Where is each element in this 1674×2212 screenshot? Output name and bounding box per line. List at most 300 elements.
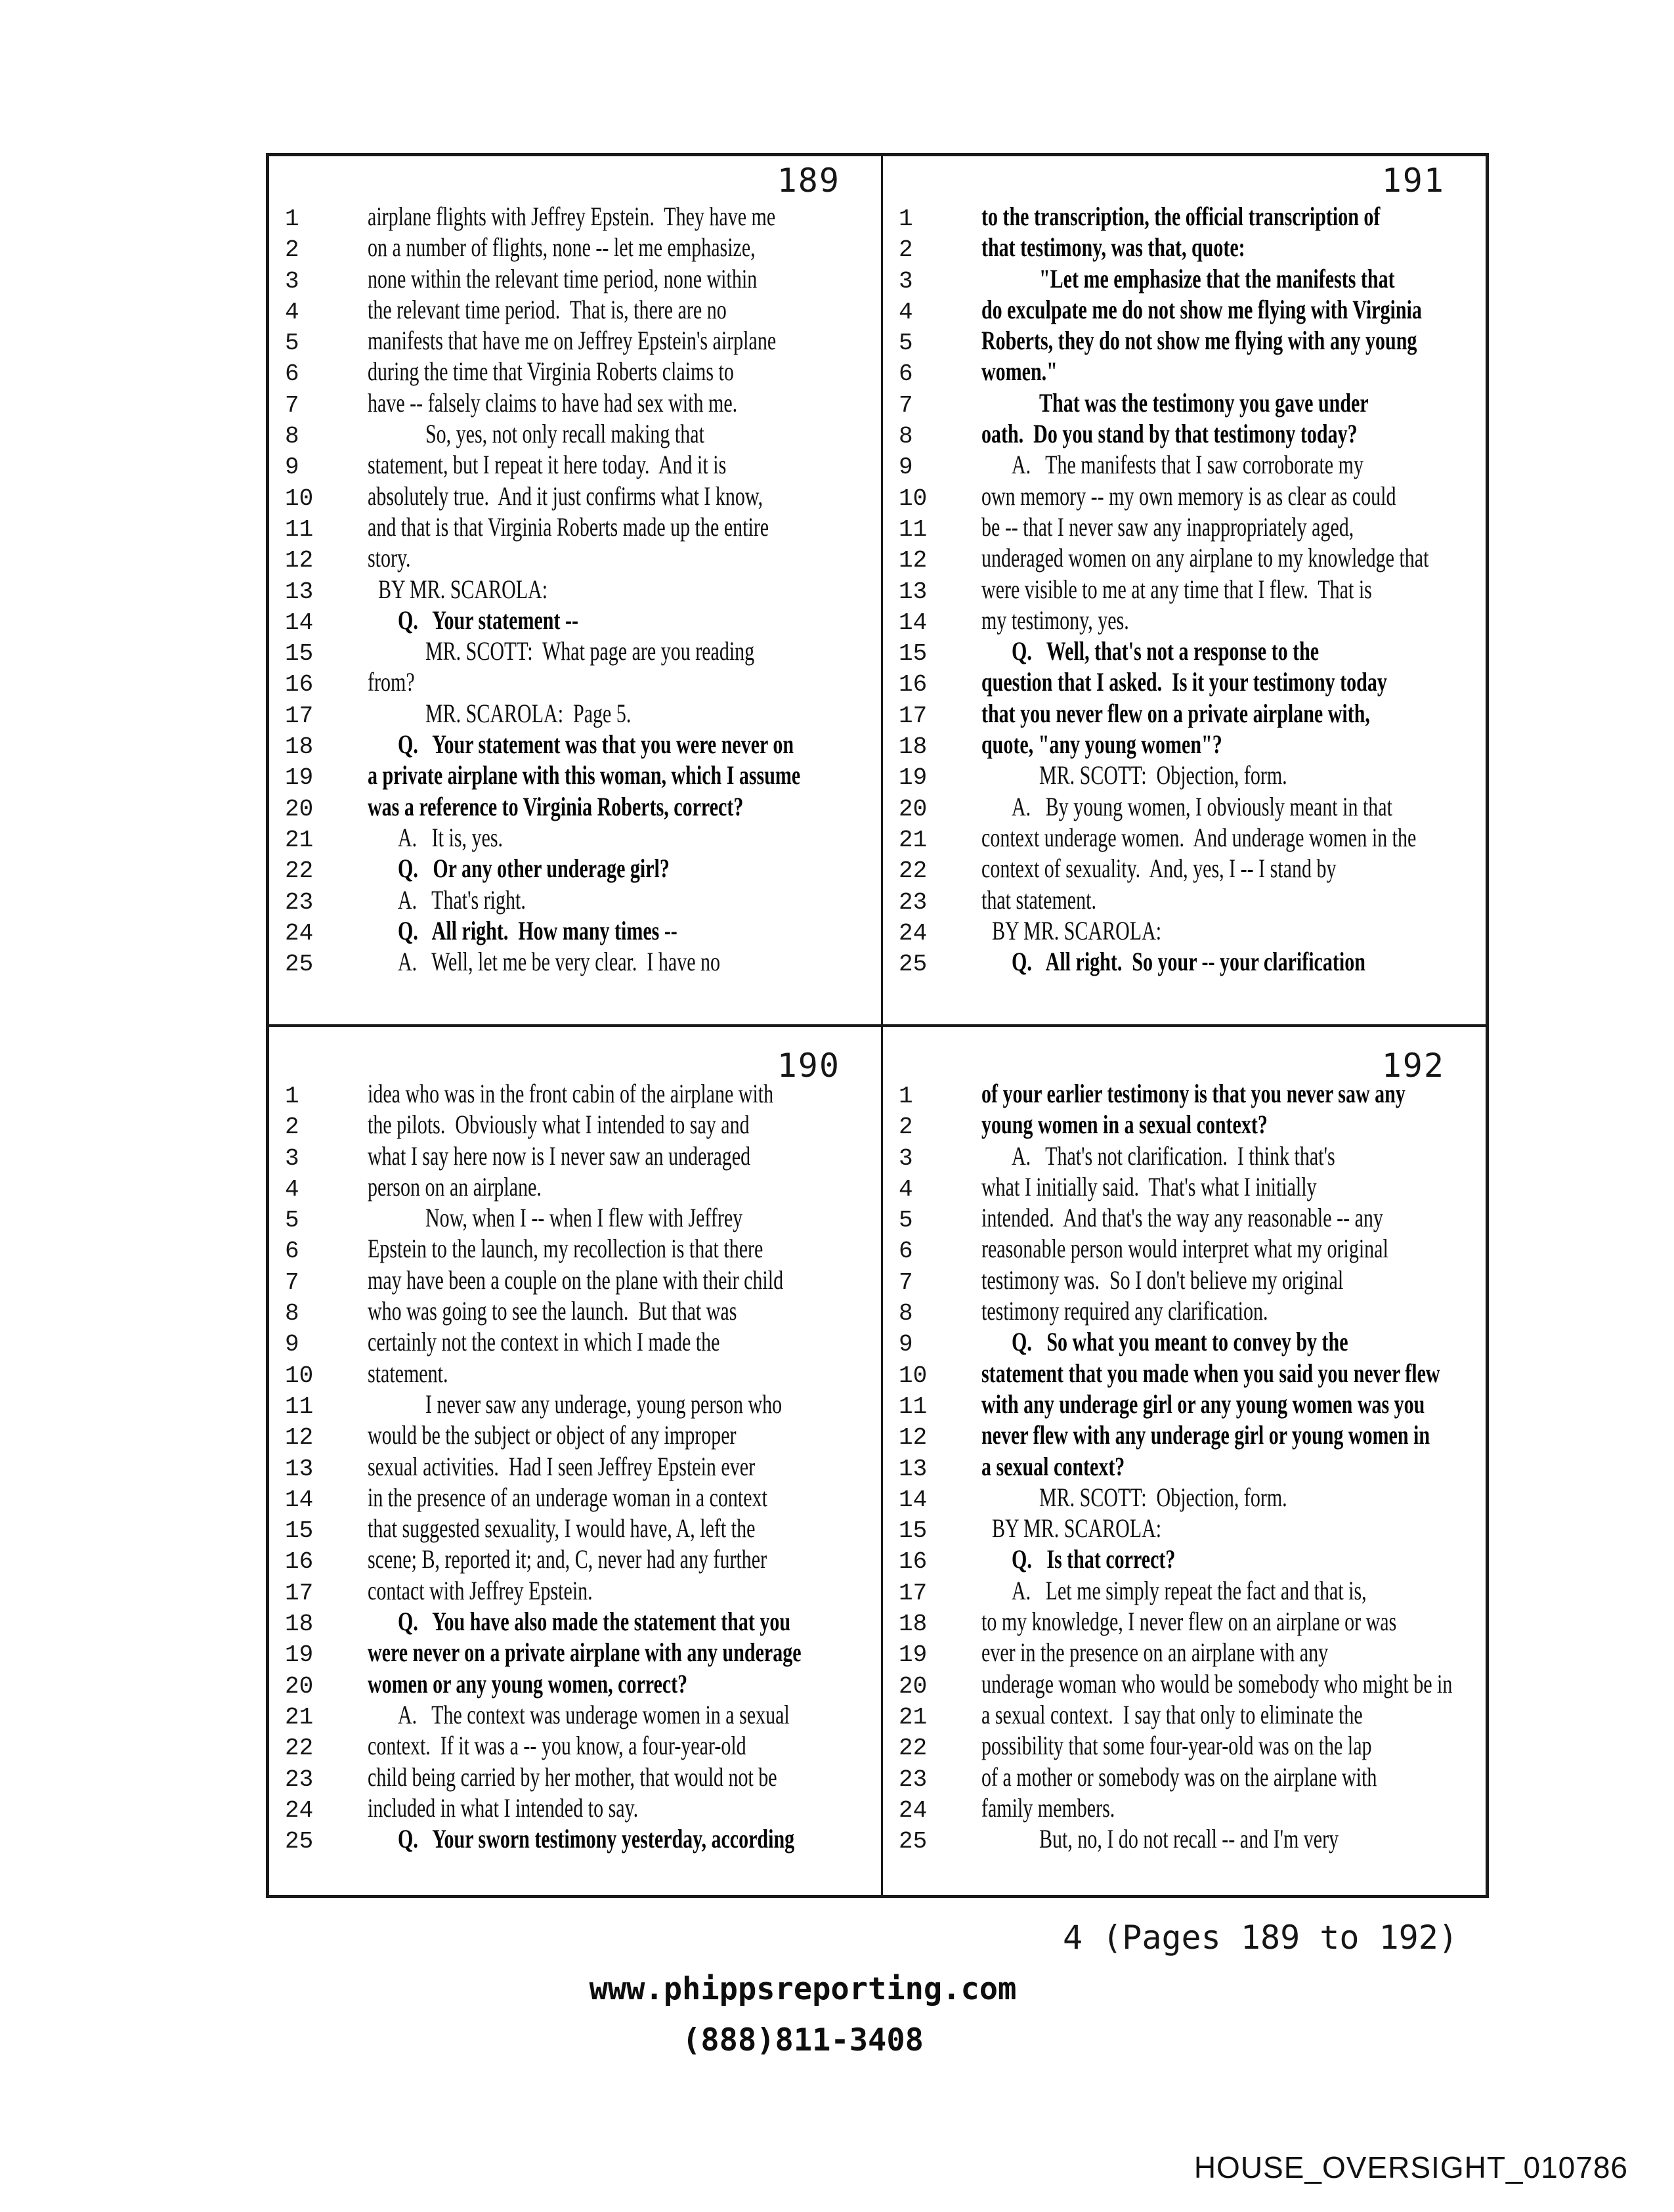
line-number: 12	[899, 1424, 928, 1452]
line-number: 10	[899, 1362, 928, 1389]
transcript-line	[883, 856, 1486, 886]
line-text: to the transcription, the official transcription of	[981, 202, 1381, 231]
line-number: 20	[285, 795, 314, 823]
line-number: 24	[285, 1796, 314, 1824]
line-number: 18	[899, 1611, 928, 1638]
line-number: 13	[899, 578, 928, 605]
line-text: be -- that I never saw any inappropriately aged,	[981, 511, 1354, 542]
line-text: Q. So what you meant to convey by the	[1012, 1327, 1348, 1357]
line-number: 2	[899, 236, 913, 264]
line-number: 6	[285, 1238, 299, 1265]
line-text: MR. SCOTT: Objection, form.	[1039, 760, 1287, 791]
line-text: was a reference to Virginia Roberts, correct?	[368, 791, 744, 821]
transcript-line	[883, 387, 1486, 421]
line-text: statement.	[368, 1358, 448, 1388]
line-number: 19	[285, 764, 314, 792]
transcript-line	[883, 669, 1486, 700]
transcript-line	[883, 1792, 1486, 1826]
line-number: 9	[285, 454, 299, 481]
transcript-line	[883, 698, 1486, 731]
line-number: 7	[285, 1269, 299, 1296]
line-text: ever in the presence on an airplane with any	[981, 1637, 1329, 1668]
transcript-line	[269, 1482, 881, 1515]
line-number: 17	[285, 1579, 314, 1607]
line-number: 22	[899, 1735, 928, 1762]
transcript-line	[269, 452, 881, 483]
transcript-line	[883, 607, 1486, 638]
line-number: 5	[899, 330, 913, 357]
transcript-line	[269, 856, 881, 886]
line-number: 11	[285, 1393, 314, 1420]
line-number: 4	[285, 298, 299, 326]
transcript-line	[269, 204, 881, 234]
transcript-line	[883, 545, 1486, 576]
line-text: A. Well, let me be very clear. I have no	[398, 947, 721, 977]
line-number: 4	[285, 1175, 299, 1203]
line-text: of your earlier testimony is that you never saw any	[981, 1079, 1406, 1108]
line-number: 15	[899, 1517, 928, 1545]
transcript-line	[269, 294, 881, 328]
line-text: context. If it was a -- you know, a four-year-old	[368, 1731, 746, 1761]
transcript-line	[883, 421, 1486, 452]
line-number: 10	[285, 1362, 314, 1389]
line-text: that statement.	[981, 884, 1096, 915]
transcript-line	[269, 638, 881, 669]
line-number: 16	[285, 1548, 314, 1576]
line-number: 9	[899, 1331, 913, 1358]
line-text: sexual activities. Had I seen Jeffrey Epstein ever	[368, 1451, 756, 1481]
line-number: 24	[899, 1796, 928, 1824]
line-number: 9	[899, 454, 913, 481]
line-text: Q. Or any other underage girl?	[398, 854, 670, 884]
line-text: story.	[368, 543, 411, 573]
line-number: 1	[899, 1083, 913, 1110]
transcript-line	[269, 483, 881, 514]
transcript-page-189	[269, 156, 881, 1024]
transcript-line	[883, 263, 1486, 297]
transcript-line	[269, 1329, 881, 1360]
line-number: 18	[285, 733, 314, 761]
line-number: 25	[285, 951, 314, 978]
line-text: testimony was. So I don't believe my original	[981, 1265, 1344, 1295]
transcript-line	[269, 1360, 881, 1391]
line-text: none within the relevant time period, none within	[368, 263, 758, 293]
line-text: quote, "any young women"?	[981, 729, 1222, 760]
line-text: "Let me emphasize that the manifests that	[1039, 263, 1395, 293]
transcript-line	[269, 791, 881, 825]
line-text: in the presence of an underage woman in a context	[368, 1482, 767, 1512]
transcript-line	[883, 1699, 1486, 1733]
line-text: A. That's right.	[398, 884, 526, 915]
transcript-line	[883, 204, 1486, 234]
transcript-page-192	[883, 1027, 1486, 1895]
line-text: certainly not the context in which I made the	[368, 1327, 720, 1357]
transcript-line	[269, 1792, 881, 1826]
line-text: included in what I intended to say.	[368, 1792, 639, 1823]
page-number: 191	[1381, 162, 1445, 200]
transcript-line	[269, 1236, 881, 1267]
line-text: that testimony, was that, quote:	[981, 232, 1245, 263]
line-text: on a number of flights, none -- let me emphasize,	[368, 232, 756, 263]
line-number: 12	[285, 547, 314, 575]
transcript-line	[883, 1391, 1486, 1422]
line-number: 11	[899, 515, 928, 543]
line-text: A. The context was underage women in a sexual	[398, 1699, 790, 1729]
transcript-line	[883, 1205, 1486, 1236]
line-number: 1	[285, 1083, 299, 1110]
line-number: 23	[899, 1766, 928, 1793]
line-number: 8	[899, 423, 913, 450]
transcript-lines	[883, 1081, 1486, 1857]
transcript-line	[883, 1140, 1486, 1174]
transcript-line	[883, 762, 1486, 793]
transcript-line	[269, 1267, 881, 1298]
line-number: 20	[899, 795, 928, 823]
line-number: 11	[899, 1393, 928, 1420]
line-number: 21	[285, 1703, 314, 1731]
line-number: 18	[899, 733, 928, 761]
line-number: 13	[899, 1455, 928, 1483]
line-number: 20	[899, 1672, 928, 1700]
line-text: BY MR. SCAROLA:	[992, 1513, 1162, 1544]
line-text: may have been a couple on the plane with their child	[368, 1265, 784, 1295]
transcript-line	[883, 884, 1486, 918]
transcript-line	[269, 1733, 881, 1764]
transcript-lines	[269, 204, 881, 980]
line-number: 2	[285, 236, 299, 264]
transcript-line	[269, 1391, 881, 1422]
line-text: the relevant time period. That is, there are no	[368, 294, 727, 324]
transcript-line	[883, 1422, 1486, 1453]
line-text: during the time that Virginia Roberts claims to	[368, 357, 734, 387]
line-number: 8	[899, 1300, 913, 1328]
line-number: 22	[899, 857, 928, 885]
line-number: 20	[285, 1672, 314, 1700]
line-number: 1	[899, 206, 913, 232]
line-number: 14	[899, 609, 928, 636]
transcript-line	[883, 638, 1486, 669]
line-text: what I initially said. That's what I initially	[981, 1171, 1317, 1202]
line-number: 3	[899, 1144, 913, 1172]
line-text: airplane flights with Jeffrey Epstein. They have me	[368, 202, 776, 231]
transcript-line	[883, 1236, 1486, 1267]
line-text: MR. SCAROLA: Page 5.	[425, 698, 632, 728]
line-text: Epstein to the launch, my recollection is that there	[368, 1234, 763, 1264]
line-text: So, yes, not only recall making that	[425, 419, 704, 449]
line-text: Q. Is that correct?	[1012, 1544, 1176, 1574]
line-text: what I say here now is I never saw an underaged	[368, 1140, 751, 1171]
transcript-line	[883, 1575, 1486, 1609]
line-number: 12	[285, 1424, 314, 1452]
line-number: 17	[899, 702, 928, 729]
line-text: Now, when I -- when I flew with Jeffrey	[425, 1203, 743, 1233]
line-text: question that I asked. Is it your testimony today	[981, 667, 1387, 697]
line-text: would be the subject or object of any improper	[368, 1420, 737, 1450]
line-number: 23	[285, 888, 314, 916]
transcript-line	[883, 822, 1486, 856]
transcript-line	[269, 1515, 881, 1546]
line-text: Roberts, they do not show me flying with any young	[981, 326, 1417, 356]
transcript-line	[269, 1575, 881, 1609]
transcript-line	[269, 1112, 881, 1142]
line-text: contact with Jeffrey Epstein.	[368, 1575, 593, 1605]
line-text: Q. Well, that's not a response to the	[1012, 636, 1320, 666]
transcript-line	[269, 1140, 881, 1174]
line-number: 6	[899, 1238, 913, 1265]
line-number: 6	[899, 360, 913, 388]
line-number: 25	[285, 1828, 314, 1855]
transcript-line	[883, 511, 1486, 545]
line-text: Q. You have also made the statement that you	[398, 1607, 791, 1637]
line-text: were visible to me at any time that I flew. That is	[981, 574, 1372, 604]
transcript-line	[269, 576, 881, 607]
transcript-lines	[269, 1081, 881, 1857]
transcript-line	[269, 511, 881, 545]
line-number: 9	[285, 1331, 299, 1358]
line-text: Q. All right. So your -- your clarification	[1012, 947, 1365, 977]
transcript-line	[883, 328, 1486, 358]
line-text: context of sexuality. And, yes, I -- I stand by	[981, 854, 1337, 884]
line-number: 19	[899, 764, 928, 792]
transcript-line	[269, 545, 881, 576]
line-number: 7	[285, 391, 299, 419]
line-text: women."	[981, 357, 1058, 387]
line-number: 2	[899, 1114, 913, 1141]
line-number: 12	[899, 547, 928, 575]
transcript-line	[269, 1205, 881, 1236]
line-text: were never on a private airplane with any underage	[368, 1637, 802, 1668]
transcript-line	[883, 358, 1486, 389]
transcript-line	[269, 1422, 881, 1453]
line-text: do exculpate me do not show me flying with Virginia	[981, 294, 1422, 324]
line-number: 10	[899, 485, 928, 512]
line-number: 22	[285, 1735, 314, 1762]
transcript-lines	[883, 204, 1486, 980]
line-number: 16	[899, 1548, 928, 1576]
line-text: a sexual context?	[981, 1451, 1125, 1481]
line-text: A. By young women, I obviously meant in that	[1012, 791, 1392, 821]
transcript-line	[269, 1171, 881, 1205]
line-text: A. The manifests that I saw corroborate my	[1012, 450, 1363, 480]
line-number: 8	[285, 1300, 299, 1328]
transcript-line	[883, 1826, 1486, 1857]
transcript-line	[883, 1609, 1486, 1639]
transcript-line	[883, 1515, 1486, 1546]
line-number: 21	[899, 1703, 928, 1731]
transcript-line	[883, 731, 1486, 762]
line-number: 1	[285, 206, 299, 232]
line-text: But, no, I do not recall -- and I'm very	[1039, 1824, 1339, 1854]
line-text: A. It is, yes.	[398, 822, 503, 852]
line-number: 16	[285, 671, 314, 699]
transcript-line	[883, 791, 1486, 825]
line-number: 17	[899, 1579, 928, 1607]
line-text: of a mother or somebody was on the airplane with	[981, 1762, 1377, 1792]
transcript-line	[269, 1764, 881, 1795]
line-text: testimony required any clarification.	[981, 1296, 1268, 1326]
transcript-line	[883, 1639, 1486, 1670]
line-number: 16	[899, 671, 928, 699]
line-text: have -- falsely claims to have had sex with me.	[368, 387, 738, 418]
line-number: 13	[285, 578, 314, 605]
transcript-line	[883, 949, 1486, 980]
transcript-page-190	[269, 1027, 881, 1895]
line-number: 22	[285, 857, 314, 885]
line-number: 14	[899, 1486, 928, 1513]
line-number: 14	[285, 1486, 314, 1513]
line-number: 6	[285, 360, 299, 388]
line-number: 18	[285, 1611, 314, 1638]
transcript-line	[269, 607, 881, 638]
line-text: idea who was in the front cabin of the airplane with	[368, 1079, 774, 1108]
transcript-line	[269, 1639, 881, 1670]
line-number: 17	[285, 702, 314, 729]
line-number: 25	[899, 1828, 928, 1855]
transcript-line	[883, 294, 1486, 328]
line-text: underage woman who would be somebody who might be in	[981, 1668, 1453, 1699]
line-number: 5	[899, 1207, 913, 1234]
line-text: child being carried by her mother, that would not be	[368, 1762, 777, 1792]
line-number: 19	[285, 1641, 314, 1669]
line-number: 5	[285, 1207, 299, 1234]
line-text: Q. All right. How many times --	[398, 915, 677, 945]
transcript-line	[883, 1764, 1486, 1795]
transcript-line	[883, 1546, 1486, 1577]
line-number: 24	[899, 919, 928, 947]
line-number: 15	[285, 1517, 314, 1545]
line-text: with any underage girl or any young women was you	[981, 1389, 1425, 1419]
transcript-line	[883, 576, 1486, 607]
transcript-line	[269, 387, 881, 421]
line-text: young women in a sexual context?	[981, 1110, 1268, 1140]
transcript-line	[883, 1267, 1486, 1298]
line-number: 13	[285, 1455, 314, 1483]
transcript-line	[269, 328, 881, 358]
line-text: who was going to see the launch. But that was	[368, 1296, 737, 1326]
sheet-page-range-label: 4 (Pages 189 to 192)	[1062, 1919, 1458, 1957]
line-number: 8	[285, 423, 299, 450]
transcript-line	[269, 1609, 881, 1639]
line-number: 10	[285, 485, 314, 512]
transcript-line	[883, 1112, 1486, 1142]
transcript-line	[883, 1360, 1486, 1391]
line-text: manifests that have me on Jeffrey Epstein's airplane	[368, 326, 777, 356]
line-number: 5	[285, 330, 299, 357]
transcript-line	[269, 1081, 881, 1112]
transcript-line	[269, 1546, 881, 1577]
reporting-phone: (888)811-3408	[682, 2022, 924, 2058]
line-text: possibility that some four-year-old was on the lap	[981, 1731, 1372, 1761]
transcript-line	[883, 1733, 1486, 1764]
line-text: Q. Your statement was that you were never on	[398, 729, 794, 760]
line-text: Q. Your statement --	[398, 605, 578, 635]
page-number: 189	[777, 162, 840, 200]
transcript-line	[883, 1298, 1486, 1329]
line-text: absolutely true. And it just confirms what I know,	[368, 481, 763, 511]
transcript-line	[883, 1668, 1486, 1702]
transcript-line	[883, 915, 1486, 949]
transcript-line	[269, 915, 881, 949]
line-text: A. That's not clarification. I think that's	[1012, 1140, 1335, 1171]
transcript-line	[883, 483, 1486, 514]
line-text: That was the testimony you gave under	[1039, 387, 1369, 418]
line-number: 3	[285, 267, 299, 295]
line-text: person on an airplane.	[368, 1171, 542, 1202]
line-text: a sexual context. I say that only to eliminate the	[981, 1699, 1363, 1729]
transcript-line	[269, 731, 881, 762]
line-number: 2	[285, 1114, 299, 1141]
transcript-line	[269, 1298, 881, 1329]
line-text: BY MR. SCAROLA:	[378, 574, 548, 604]
line-text: oath. Do you stand by that testimony today?	[981, 419, 1358, 449]
transcript-line	[883, 1482, 1486, 1515]
transcript-line	[883, 234, 1486, 265]
line-number: 15	[899, 640, 928, 668]
transcript-line	[883, 1329, 1486, 1360]
page-number: 190	[777, 1047, 840, 1085]
line-text: intended. And that's the way any reasonable -- any	[981, 1203, 1383, 1233]
line-number: 21	[899, 826, 928, 854]
transcript-line	[269, 1826, 881, 1857]
line-text: that suggested sexuality, I would have, A, left the	[368, 1513, 756, 1544]
line-number: 7	[899, 1269, 913, 1296]
line-text: statement, but I repeat it here today. And it is	[368, 450, 727, 480]
line-text: BY MR. SCAROLA:	[992, 915, 1162, 945]
transcript-line	[269, 234, 881, 265]
line-number: 19	[899, 1641, 928, 1669]
line-text: statement that you made when you said you never flew	[981, 1358, 1440, 1388]
transcript-line	[269, 698, 881, 731]
line-number: 11	[285, 515, 314, 543]
line-number: 3	[899, 267, 913, 295]
transcript-line	[269, 263, 881, 297]
transcript-line	[883, 1171, 1486, 1205]
line-number: 4	[899, 298, 913, 326]
transcript-line	[269, 884, 881, 918]
line-text: Q. Your sworn testimony yesterday, according	[398, 1824, 795, 1854]
transcript-line	[269, 669, 881, 700]
line-text: MR. SCOTT: What page are you reading	[425, 636, 755, 666]
bates-stamp: HOUSE_OVERSIGHT_010786	[1193, 2150, 1628, 2184]
line-text: and that is that Virginia Roberts made up the entire	[368, 511, 769, 542]
transcript-line	[269, 1699, 881, 1733]
line-number: 7	[899, 391, 913, 419]
line-number: 3	[285, 1144, 299, 1172]
transcript-line	[269, 421, 881, 452]
line-number: 23	[285, 1766, 314, 1793]
line-text: to my knowledge, I never flew on an airplane or was	[981, 1607, 1397, 1637]
transcript-line	[883, 1451, 1486, 1485]
transcript-line	[269, 1668, 881, 1702]
line-number: 21	[285, 826, 314, 854]
line-number: 14	[285, 609, 314, 636]
line-number: 4	[899, 1175, 913, 1203]
transcript-line	[269, 1451, 881, 1485]
line-number: 24	[285, 919, 314, 947]
line-text: a private airplane with this woman, which I assume	[368, 760, 801, 791]
line-text: never flew with any underage girl or young women in	[981, 1420, 1430, 1450]
line-number: 25	[899, 951, 928, 978]
transcript-line	[269, 358, 881, 389]
line-text: own memory -- my own memory is as clear as could	[981, 481, 1396, 511]
line-text: underaged women on any airplane to my knowledge that	[981, 543, 1429, 573]
line-text: I never saw any underage, young person who	[425, 1389, 783, 1419]
line-text: my testimony, yes.	[981, 605, 1129, 635]
transcript-sheet-border	[266, 153, 1489, 1898]
line-text: reasonable person would interpret what my original	[981, 1234, 1388, 1264]
transcript-line	[269, 949, 881, 980]
transcript-page-191	[883, 156, 1486, 1024]
